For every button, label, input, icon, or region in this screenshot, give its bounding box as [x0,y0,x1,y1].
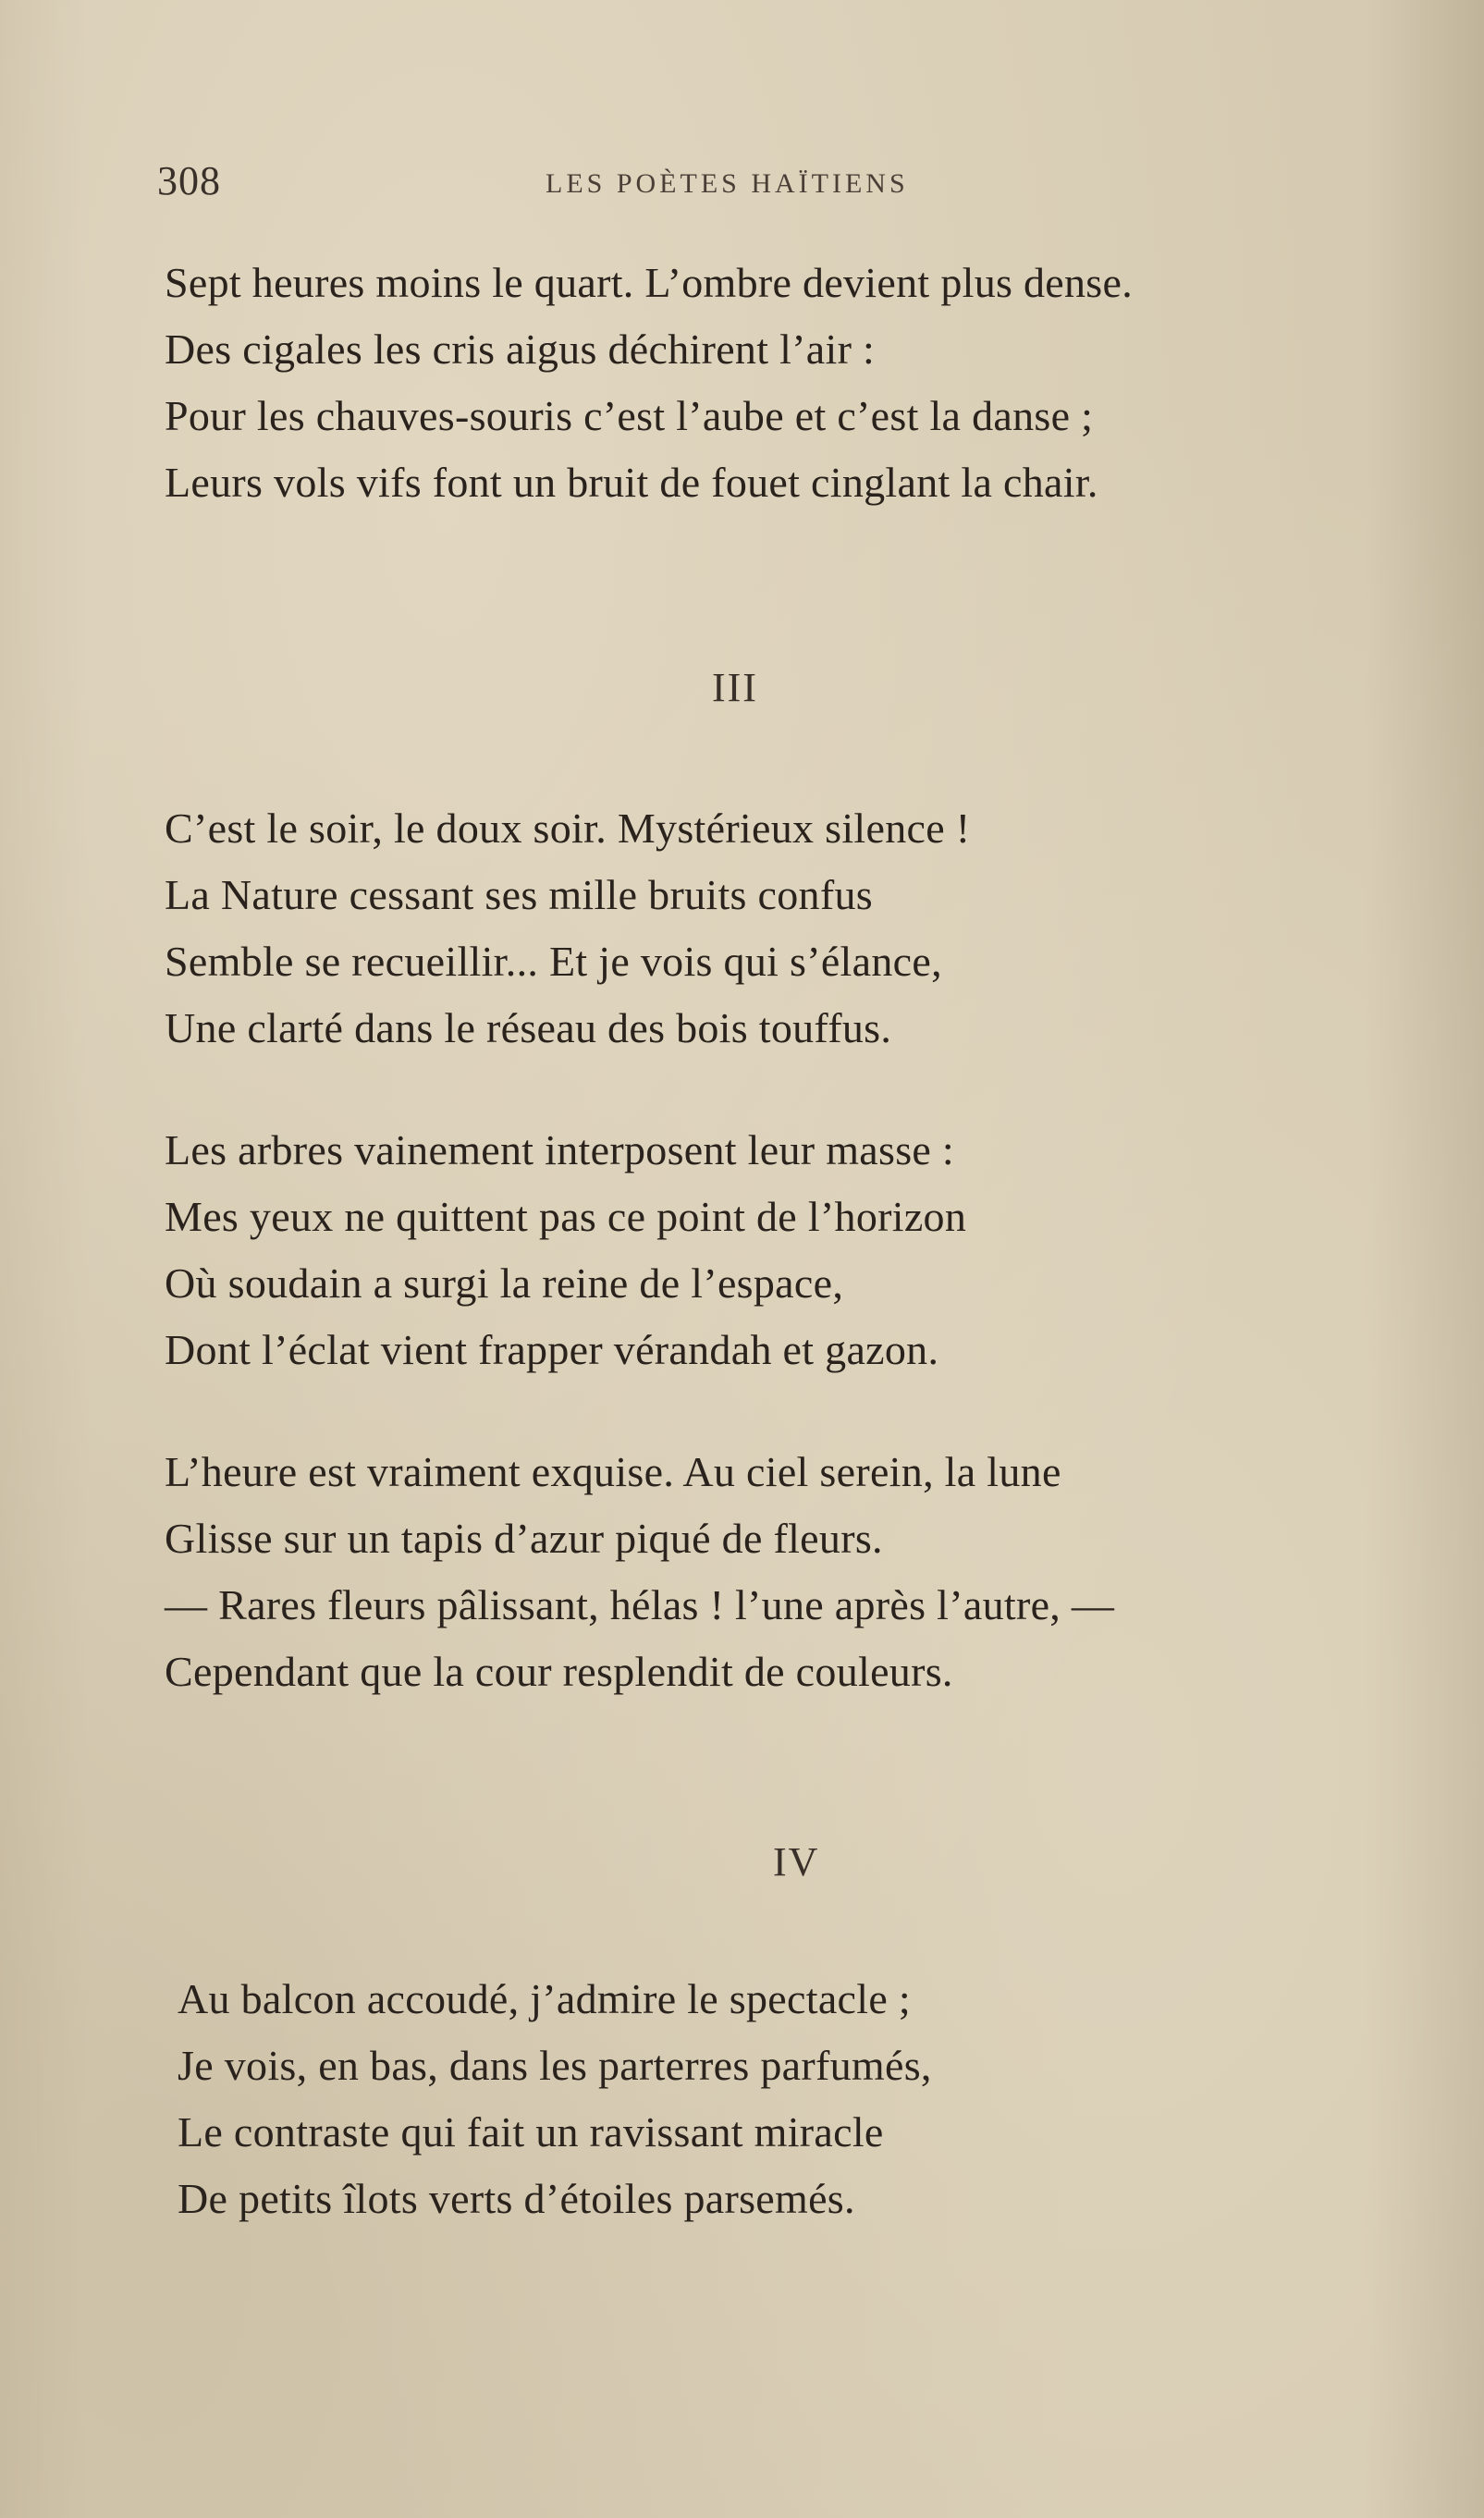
verse-line: Cependant que la cour resplendit de couleurs. [165,1648,953,1695]
stanza-2 [165,795,970,1062]
verse-line: Au balcon accoudé, j’admire le spectacle ; [178,1975,911,2022]
page-number: 308 [157,158,221,203]
stanza-4 [165,1439,1114,1705]
stanza-5 [178,1966,932,2232]
verse-line: Mes yeux ne quittent pas ce point de l’horizon [165,1193,967,1240]
page-header [157,157,1331,213]
verse-line: Glisse sur un tapis d’azur piqué de fleurs. [165,1515,883,1562]
verse-line: Sept heures moins le quart. L’ombre devient plus dense. [165,259,1134,306]
running-title: LES POÈTES HAÏTIENS [546,168,909,199]
verse-line: L’heure est vraiment exquise. Au ciel serein, la lune [165,1448,1061,1495]
verse-line: Je vois, en bas, dans les parterres parfumés, [178,2042,932,2089]
verse-line: Le contraste qui fait un ravissant miracle [178,2108,884,2156]
verse-line: De petits îlots verts d’étoiles parsemés. [178,2175,855,2222]
verse-line: Semble se recueillir... Et je vois qui s’élance, [165,938,942,985]
verse-line: Des cigales les cris aigus déchirent l’air : [165,325,876,373]
verse-line: La Nature cessant ses mille bruits confus [165,871,873,918]
verse-line: Où soudain a surgi la reine de l’espace, [165,1259,844,1307]
stanza-3 [165,1117,966,1383]
verse-line: Pour les chauves-souris c’est l’aube et c’est la danse ; [165,392,1094,439]
section-numeral-iv: IV [773,1839,820,1885]
stanza-1 [165,250,1133,516]
verse-line: C’est le soir, le doux soir. Mystérieux silence ! [165,805,971,852]
verse-line: Dont l’éclat vient frapper vérandah et gazon. [165,1326,939,1373]
verse-line: Les arbres vainement interposent leur masse : [165,1126,954,1173]
verse-line: — Rares fleurs pâlissant, hélas ! l’une après l’autre, — [165,1581,1115,1628]
verse-line: Une clarté dans le réseau des bois touffus. [165,1004,892,1051]
section-numeral-iii: III [712,665,758,710]
verse-line: Leurs vols vifs font un bruit de fouet cinglant la chair. [165,459,1098,506]
